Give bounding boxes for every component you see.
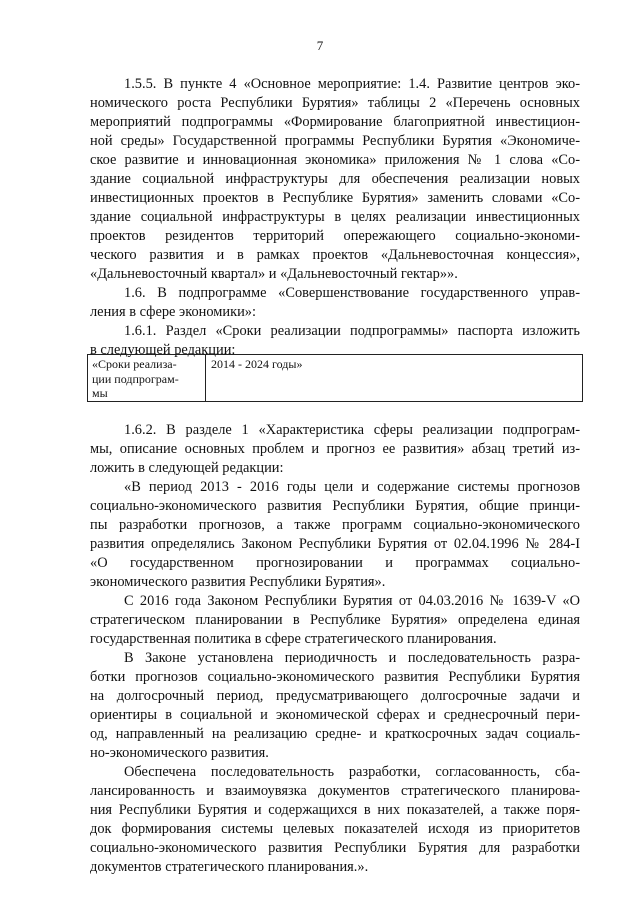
paragraph-line: экономического развития Республики Бурятия». bbox=[90, 574, 386, 590]
paragraph-line: В Законе установлена периодичность и последовательность разра- bbox=[124, 650, 580, 666]
paragraph-line: государственная политика в сфере стратегического планирования. bbox=[90, 631, 497, 647]
paragraph-line: номического роста Республики Бурятия» таблицы 2 «Перечень основных bbox=[90, 95, 580, 111]
paragraph-line: ления в сфере экономики»: bbox=[90, 304, 256, 320]
paragraph-line: ботки прогнозов социально-экономического развития Республики Бурятия bbox=[90, 669, 580, 685]
table-value-cell: 2014 - 2024 годы» bbox=[211, 357, 303, 371]
paragraph-line: ложить в следующей редакции: bbox=[90, 460, 284, 476]
paragraph-line: ориентиры в социальной и экономической сферах и среднесрочный пери- bbox=[90, 707, 580, 723]
paragraph-line: социально-экономического развития Республики Бурятия, общие принци- bbox=[90, 498, 580, 514]
paragraph-line: С 2016 года Законом Республики Бурятия от 04.03.2016 № 1639-V «О bbox=[124, 593, 580, 609]
paragraph-line: 1.6.1. Раздел «Сроки реализации подпрограммы» паспорта изложить bbox=[124, 323, 580, 339]
table-label-line: ции подпрограм- bbox=[92, 371, 179, 386]
paragraph-line: проектов резидентов территорий опережающего социально-экономи- bbox=[90, 228, 580, 244]
paragraph-line: «О государственном прогнозировании и программах социально- bbox=[90, 555, 580, 571]
paragraph-line: ной среды» Государственной программы Республики Бурятия «Экономиче- bbox=[90, 133, 580, 149]
paragraph-line: мы, описание основных проблем и прогноз ее развития» абзац третий из- bbox=[90, 441, 580, 457]
paragraph-line: социально-экономического развития Республики Бурятия для разработки bbox=[90, 840, 580, 856]
paragraph-line: на долгосрочный период, предусматривающего долгосрочные задачи и bbox=[90, 688, 580, 704]
paragraph-line: развития определялись Законом Республики Бурятия от 02.04.1996 № 284-I bbox=[90, 536, 580, 552]
table-divider bbox=[205, 355, 206, 401]
terms-table bbox=[87, 354, 583, 402]
paragraph-line: ческого развития и в рамках проектов «Дальневосточная концессия», bbox=[90, 247, 580, 263]
paragraph-line: ское развитие и инновационная экономика» приложения № 1 слова «Со- bbox=[90, 152, 580, 168]
table-label-line: мы bbox=[92, 386, 108, 400]
paragraph-line: документов стратегического планирования.». bbox=[90, 859, 369, 875]
paragraph-line: 1.6.2. В разделе 1 «Характеристика сферы реализации подпрограм- bbox=[124, 422, 580, 438]
paragraph-line: пы разработки прогнозов, а также программ социально-экономического bbox=[90, 517, 580, 533]
paragraph-line: здание социальной инфраструктуры в целях реализации инвестиционных bbox=[90, 209, 580, 225]
paragraph-line: «В период 2013 - 2016 годы цели и содержание системы прогнозов bbox=[124, 479, 580, 495]
paragraph-line: инвестиционных проектов в Республике Бурятия» заменить словами «Со- bbox=[90, 190, 580, 206]
paragraph-line: 1.6. В подпрограмме «Совершенствование государственного управ- bbox=[124, 285, 580, 301]
paragraph-line: ния Республики Бурятия и содержащихся в них показателей, а также поря- bbox=[90, 802, 580, 818]
paragraph-line: мероприятий подпрограммы «Формирование благоприятной инвестицион- bbox=[90, 114, 580, 130]
paragraph-line: лансированность и взаимоувязка документов стратегического планирова- bbox=[90, 783, 580, 799]
paragraph-line: Обеспечена последовательность разработки, согласованность, сба- bbox=[124, 764, 580, 780]
paragraph-line: стратегическом планировании в Республике Бурятия» определена единая bbox=[90, 612, 580, 628]
paragraph-line: «Дальневосточный квартал» и «Дальневосточный гектар»». bbox=[90, 266, 458, 282]
paragraph-line: здание социальной инфраструктуры для обеспечения реализации новых bbox=[90, 171, 580, 187]
page-number: 7 bbox=[316, 38, 324, 53]
paragraph-line: док формирования системы целевых показателей исходя из приоритетов bbox=[90, 821, 580, 837]
paragraph-line: од, направленный на реализацию средне- и краткосрочных задач социаль- bbox=[90, 726, 580, 742]
paragraph-line: в следующей редакции: bbox=[90, 342, 236, 358]
paragraph-line: но-экономического развития. bbox=[90, 745, 269, 761]
paragraph-line: 1.5.5. В пункте 4 «Основное мероприятие: 1.4. Развитие центров эко- bbox=[124, 76, 580, 92]
table-label-cell bbox=[92, 357, 202, 401]
table-label-line: «Сроки реализа- bbox=[92, 357, 177, 371]
